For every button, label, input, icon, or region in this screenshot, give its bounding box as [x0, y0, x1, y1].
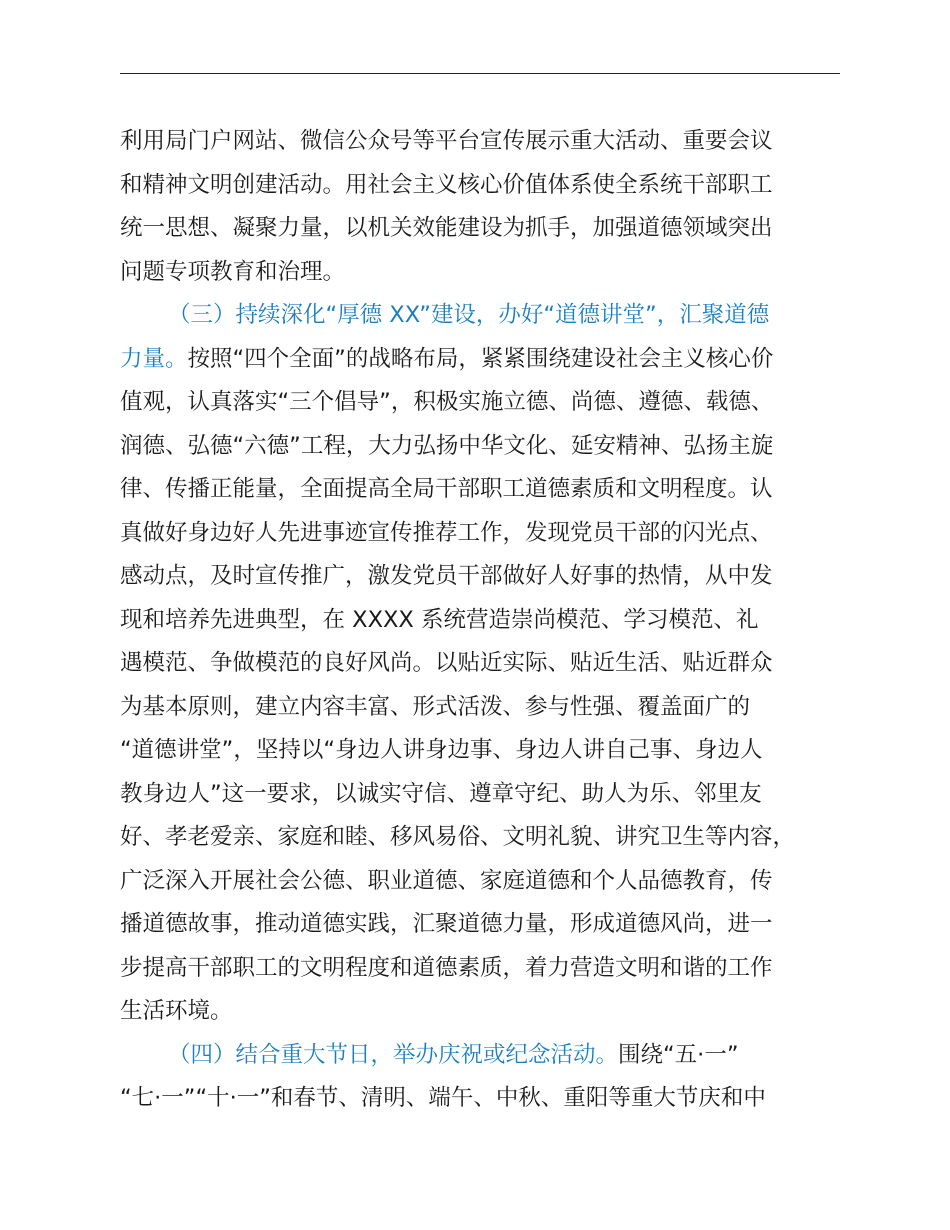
section-heading-line — [120, 1034, 855, 1078]
body-text: 问题专项教育和治理。 — [120, 258, 346, 285]
body-text: 值观，认真落实“三个倡导”，积极实施立德、尚德、遵德、载德、 — [120, 389, 774, 415]
body-text: 教身边人”这一要求，以诚实守信、遵章守纪、助人为乐、邻里友 — [120, 780, 762, 807]
body-text: 播道德故事，推动道德实践，汇聚道德力量，形成道德风尚，进一 — [120, 911, 773, 937]
paragraph-line — [120, 773, 855, 817]
body-text: 为基本原则，建立内容丰富、形式活泼、参与性强、覆盖面广的 — [120, 693, 751, 720]
section-heading: （三）持续深化“厚德 XX”建设，办好“道德讲堂”，汇聚道德 — [168, 302, 770, 328]
body-text: 律、传播正能量，全面提高全局干部职工道德素质和文明程度。认 — [120, 476, 773, 502]
body-text: 好、孝老爱亲、家庭和睦、移风易俗、文明礼貌、讲究卫生等内容， — [120, 824, 796, 850]
body-text: 统一思想、凝聚力量，以机关效能建设为抓手，加强道德领域突出 — [120, 215, 773, 241]
paragraph-line — [120, 251, 855, 295]
paragraph-line — [120, 381, 855, 425]
body-text: “七·一”“十·一”和春节、清明、端午、中秋、重阳等重大节庆和中 — [120, 1085, 766, 1111]
paragraph-line — [120, 1077, 855, 1121]
paragraph-line — [120, 686, 855, 730]
paragraph-line — [120, 990, 855, 1034]
paragraph-line — [120, 599, 855, 643]
body-text: 利用局门户网站、微信公众号等平台宣传展示重大活动、重要会议 — [120, 128, 773, 154]
body-text: 和精神文明创建活动。用社会主义核心价值体系使全系统干部职工 — [120, 171, 773, 198]
body-text: 步提高干部职工的文明程度和道德素质，着力营造文明和谐的工作 — [120, 954, 773, 981]
paragraph-line — [120, 816, 855, 860]
paragraph-line — [120, 947, 855, 991]
section-heading-line — [120, 294, 855, 338]
body-text: 生活环境。 — [120, 998, 233, 1024]
body-text: 围绕“五·一” — [618, 1041, 739, 1068]
body-text: 感动点，及时宣传推广，激发党员干部做好人好事的热情，从中发 — [120, 563, 773, 589]
paragraph-line — [120, 903, 855, 947]
section-heading: （四）结合重大节日，举办庆祝或纪念活动。 — [168, 1041, 619, 1068]
paragraph-line — [120, 468, 855, 512]
paragraph-line — [120, 207, 855, 251]
paragraph-line — [120, 555, 855, 599]
body-text: 真做好身边好人先进事迹宣传推荐工作，发现党员干部的闪光点、 — [120, 519, 773, 546]
body-text: “道德讲堂”，坚持以“身边人讲身边事、身边人讲自己事、身边人 — [120, 737, 763, 763]
section-heading: 力量。 — [120, 345, 188, 372]
paragraph-line — [120, 120, 855, 164]
body-text: 遇模范、争做模范的良好风尚。以贴近实际、贴近生活、贴近群众 — [120, 650, 773, 676]
paragraph-line — [120, 642, 855, 686]
document-body — [120, 120, 855, 1121]
paragraph-line — [120, 425, 855, 469]
paragraph-line — [120, 338, 855, 382]
paragraph-line — [120, 512, 855, 556]
body-text: 广泛深入开展社会公德、职业道德、家庭道德和个人品德教育，传 — [120, 867, 773, 894]
body-text: 润德、弘德“六德”工程，大力弘扬中华文化、延安精神、弘扬主旋 — [120, 432, 774, 459]
body-text: 按照“四个全面”的战略布局，紧紧围绕建设社会主义核心价 — [187, 345, 774, 372]
paragraph-line — [120, 860, 855, 904]
paragraph-line — [120, 729, 855, 773]
body-text: 现和培养先进典型，在 XXXX 系统营造崇尚模范、学习模范、礼 — [120, 606, 759, 633]
header-rule — [120, 73, 840, 74]
paragraph-line — [120, 164, 855, 208]
